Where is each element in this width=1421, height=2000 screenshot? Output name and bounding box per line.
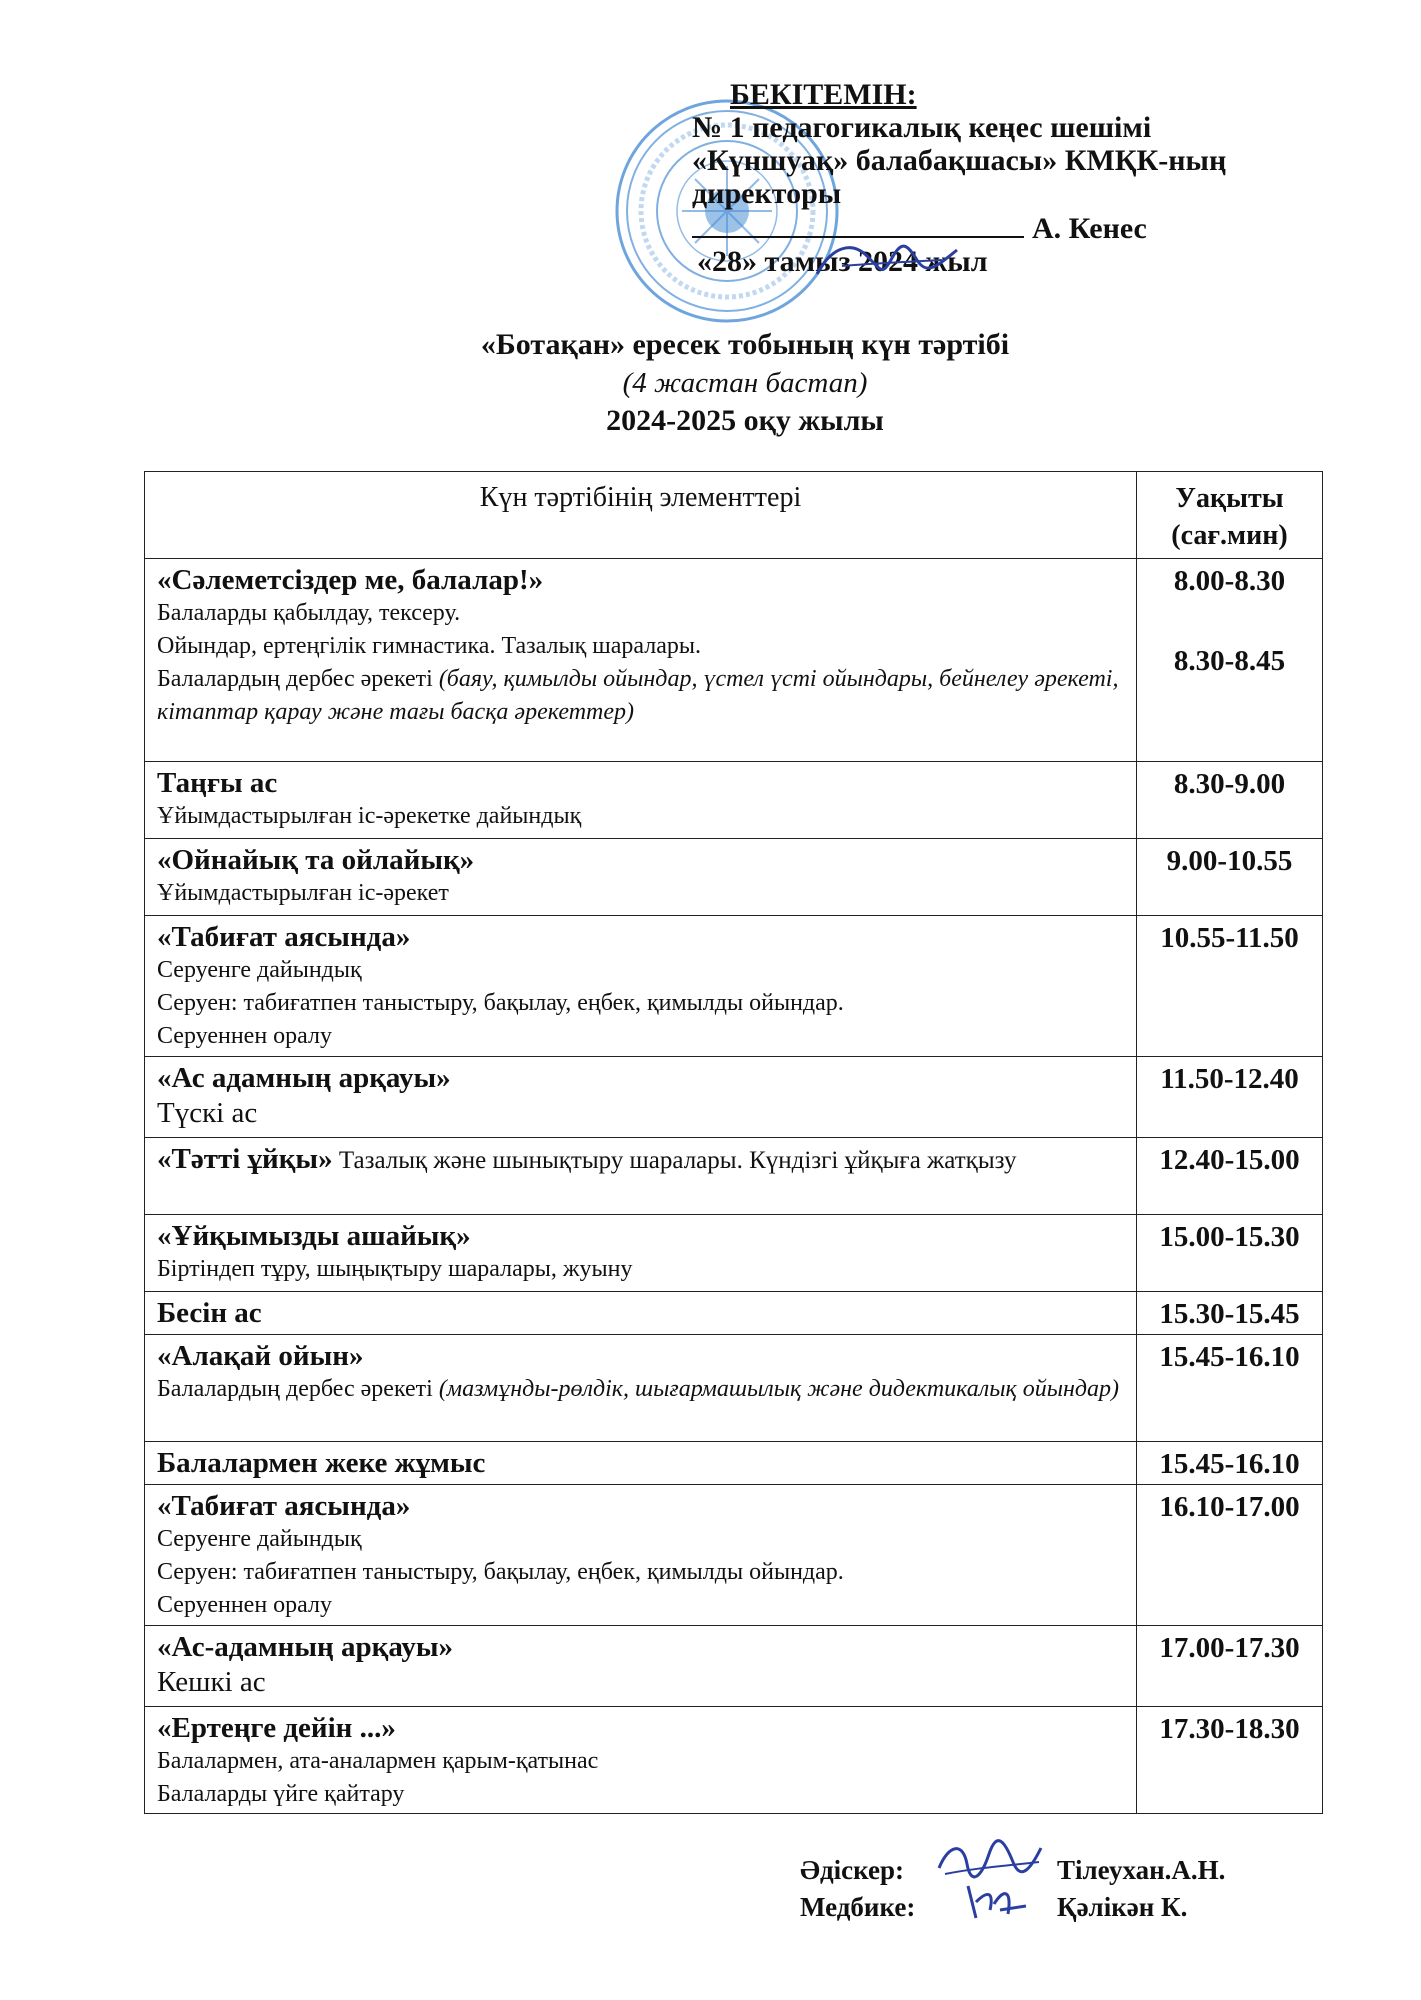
activity-detail: Біртіндеп тұру, шыңықтыру шаралары, жуыну xyxy=(157,1256,633,1282)
time-value: 8.00-8.30 xyxy=(1173,565,1286,597)
activity-name: «Сәлеметсіздер ме, балалар!» xyxy=(157,564,544,596)
methodist-signature xyxy=(935,1838,1045,1884)
activity-name: «Табиғат аясында» xyxy=(157,1490,411,1522)
activity-detail xyxy=(157,1373,1128,1406)
activity-detail: Балаларды қабылдау, тексеру. xyxy=(157,600,461,626)
approval-line-2: «Күншуақ» балабақшасы» КМҚК-ның xyxy=(692,144,1227,177)
time-cell: 15.45-16.10 xyxy=(1137,1442,1323,1485)
time-cell: 17.00-17.30 xyxy=(1137,1626,1323,1707)
document-titles xyxy=(0,326,1421,440)
methodist-role: Әдіскер: xyxy=(800,1855,904,1885)
approval-line-3: директоры xyxy=(692,177,842,210)
activity-detail: Серуеннен оралу xyxy=(157,1592,332,1618)
time-value: 8.30-8.45 xyxy=(1173,645,1286,677)
activity-name: «Табиғат аясында» xyxy=(157,921,411,953)
director-signature xyxy=(812,236,962,286)
activity-detail: Ұйымдастырылған іс-әрекетке дайындық xyxy=(157,803,582,829)
time-cell: 15.30-15.45 xyxy=(1137,1292,1323,1335)
activity-detail: Тазалық және шынықтыру шаралары. Күндізгі ұйқыға жатқызу xyxy=(338,1147,1017,1174)
activity-name: «Алақай ойын» xyxy=(157,1340,364,1372)
time-cell: 15.00-15.30 xyxy=(1137,1215,1323,1292)
table-row xyxy=(145,762,1323,839)
table-row xyxy=(145,916,1323,1057)
activity-detail xyxy=(157,663,1128,729)
activity-detail: Серуенге дайындық xyxy=(157,957,362,983)
nurse-role: Медбике: xyxy=(800,1892,916,1922)
table-row xyxy=(145,1335,1323,1442)
table-row xyxy=(145,559,1323,762)
group-title: «Ботақан» ересек тобының күн тәртібі xyxy=(480,328,1010,361)
signature-blank xyxy=(692,210,1024,238)
time-cell: 10.55-11.50 xyxy=(1137,916,1323,1057)
academic-year: 2024-2025 оқу жылы xyxy=(606,404,884,437)
detail-italic: (мазмұнды-рөлдік, шығармашылық және дидектикалық ойындар) xyxy=(438,1376,1120,1402)
activity-name: «Ұйқымызды ашайық» xyxy=(157,1220,471,1252)
table-row xyxy=(145,1057,1323,1138)
activity-detail: Балалармен, ата-аналармен қарым-қатынас xyxy=(157,1748,599,1774)
activity-detail: Серуен: табиғатпен таныстыру, бақылау, еңбек, қимылды ойындар. xyxy=(157,1559,844,1585)
activity-name: «Тәтті ұйқы» xyxy=(157,1143,333,1175)
table-row xyxy=(145,839,1323,916)
approval-line-1: № 1 педагогикалық кеңес шешімі xyxy=(692,111,1152,144)
activity-detail: Серуен: табиғатпен таныстыру, бақылау, еңбек, қимылды ойындар. xyxy=(157,990,844,1016)
time-cell: 12.40-15.00 xyxy=(1137,1138,1323,1215)
activity-name: «Ас адамның арқауы» xyxy=(157,1062,451,1094)
time-cell: 17.30-18.30 xyxy=(1137,1707,1323,1814)
time-cell xyxy=(1137,559,1323,762)
detail-plain: Балалардың дербес әрекеті xyxy=(157,1376,439,1402)
director-signature-line xyxy=(692,210,1332,245)
detail-italic: (баяу, қимылды ойындар, үстел үсті ойындары, бейнелеу әрекеті, кітаптар қарау және тағы басқа әрекеттер) xyxy=(157,666,1119,725)
activity-column-header: Күн тәртібінің элементтері xyxy=(145,472,1137,559)
table-row xyxy=(145,1626,1323,1707)
table-row xyxy=(145,1442,1323,1485)
activity-detail: Серуеннен оралу xyxy=(157,1023,332,1049)
detail-plain: Балалардың дербес әрекеті xyxy=(157,666,439,692)
activity-name: Бесін ас xyxy=(157,1297,262,1329)
director-name: А. Кенес xyxy=(1032,212,1147,245)
activity-detail: Ойындар, ертеңгілік гимнастика. Тазалық шаралары. xyxy=(157,633,702,659)
activity-name: Балалармен жеке жұмыс xyxy=(157,1447,486,1479)
approval-block xyxy=(692,78,1332,278)
table-row xyxy=(145,1138,1323,1215)
table-row xyxy=(145,1215,1323,1292)
activity-detail: Ұйымдастырылған іс-әрекет xyxy=(157,880,449,906)
time-header-line2: (сағ.мин) xyxy=(1171,520,1288,551)
methodist-name: Тілеухан.А.Н. xyxy=(1057,1855,1226,1885)
time-cell: 11.50-12.40 xyxy=(1137,1057,1323,1138)
activity-name: «Ертеңге дейін ...» xyxy=(157,1712,396,1744)
age-note: (4 жастан бастап) xyxy=(622,367,868,399)
activity-name: «Ойнайық та ойлайық» xyxy=(157,844,475,876)
activity-detail: Балаларды үйге қайтару xyxy=(157,1781,405,1807)
time-cell: 15.45-16.10 xyxy=(1137,1335,1323,1442)
activity-detail: Түскі ас xyxy=(157,1097,258,1129)
approval-heading: БЕКІТЕМІН: xyxy=(730,78,917,111)
time-cell: 9.00-10.55 xyxy=(1137,839,1323,916)
time-cell: 16.10-17.00 xyxy=(1137,1485,1323,1626)
activity-detail: Серуенге дайындық xyxy=(157,1526,362,1552)
approval-date: «28» тамыз 2024 жыл xyxy=(697,245,988,278)
nurse-name: Қәлікән К. xyxy=(1057,1892,1188,1922)
schedule-table xyxy=(144,471,1323,1814)
nurse-signature xyxy=(960,1880,1030,1924)
table-row xyxy=(145,1707,1323,1814)
table-row xyxy=(145,1292,1323,1335)
activity-name: Таңғы ас xyxy=(157,767,278,799)
table-row xyxy=(145,1485,1323,1626)
activity-detail: Кешкі ас xyxy=(157,1666,266,1698)
time-header-line1: Уақыты xyxy=(1175,483,1284,514)
time-column-header xyxy=(1137,472,1323,559)
time-cell: 8.30-9.00 xyxy=(1137,762,1323,839)
table-header-row xyxy=(145,472,1323,559)
activity-name: «Ас-адамның арқауы» xyxy=(157,1631,453,1663)
